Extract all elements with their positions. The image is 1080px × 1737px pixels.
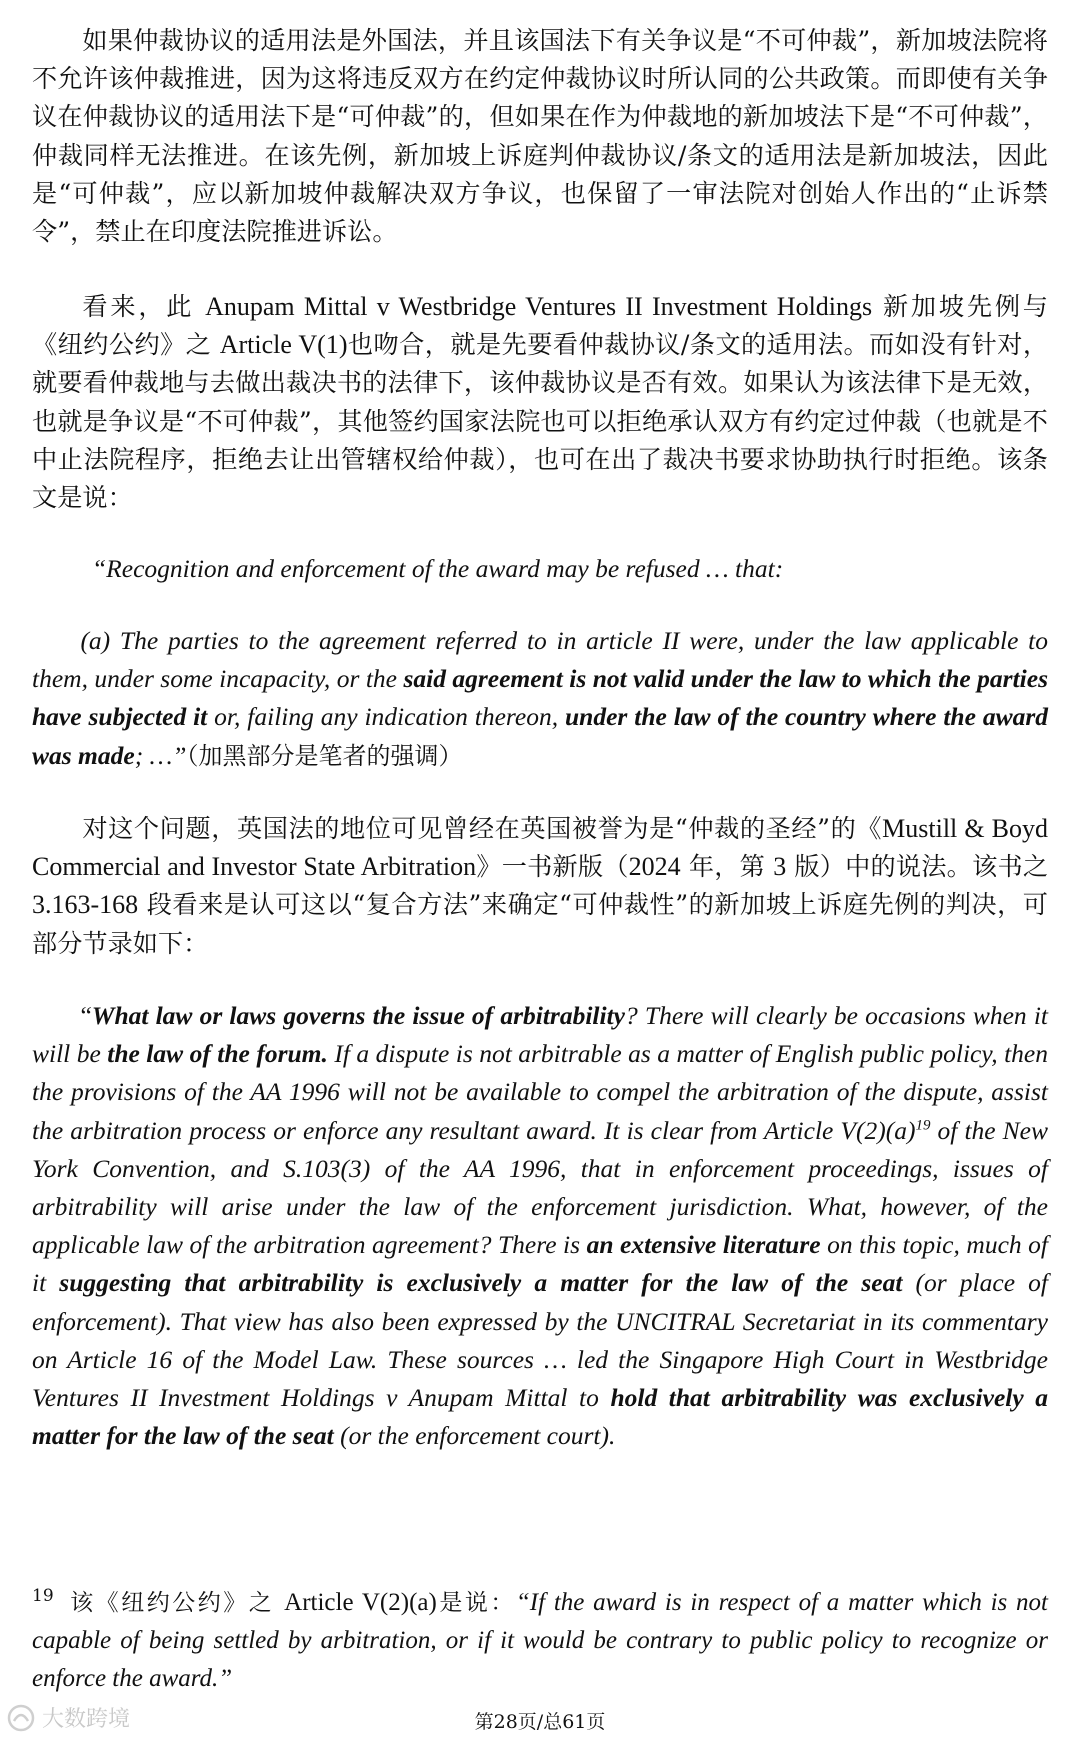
quote-3-text-1: ? There will clearly be occasions when it will be	[32, 1001, 1048, 1069]
paragraph-3-text-d: 版）中的说法。该书之	[786, 852, 1049, 882]
paragraph-2-text-a: 看来，此	[82, 292, 206, 321]
quote-3-bold-2: the law of the forum.	[107, 1039, 328, 1069]
footnote-ref[interactable]: 19	[915, 1117, 931, 1134]
paragraph-2-text-b: 新加坡先例与《纽约公约》之	[32, 292, 1048, 360]
page-number: 第28页/总61页	[474, 1711, 606, 1733]
quote-3-open-mark: “	[80, 1001, 92, 1030]
quote-2-text-2: or, failing any indication thereon,	[207, 702, 565, 732]
quote-3-text-4: on this topic, much of it	[32, 1230, 1048, 1298]
paragraph-3-text-e: 段看来是认可这以“复合方法”来确定“可仲裁性”的新加坡上诉庭先例的判决，可部分节录如下：	[32, 890, 1048, 958]
quote-3-text-6: (or the enforcement court).	[333, 1421, 616, 1451]
quote-3-text-5: (or place of enforcement). That view has also been expressed by the UNCITRAL Secretariat in its commentary on Article 16 of the Model Law. These sources … led the Singapore High Court in Westbridge Ventures II Investment Holdings v Anupam Mittal to	[32, 1268, 1048, 1413]
footnote-quote: “If the award is in respect of a matter which is not capable of being settled by arbitration, or if it would be contrary to public policy to recognize or enforce the award.”	[32, 1589, 1048, 1693]
paragraph-1	[32, 22, 1048, 251]
paragraph-3-text-c: 年，第	[680, 852, 774, 882]
quote-2-text-1: (a) The parties to the agreement referred to in article II were, under the law applicable to them, under some incapacity, or the	[32, 626, 1048, 694]
paragraph-3-text-b: 》一书新版（	[476, 852, 629, 882]
quote-1-text: “Recognition and enforcement of the award may be refused … that:	[92, 554, 784, 583]
quote-3	[32, 997, 1048, 1455]
quote-3-text-3: of the New York Convention, and S.103(3) of the AA 1996, that in enforcement proceedings, issues of arbitrability will arise under the law of the enforcement jurisdiction. What, however, of the applicable law of the arbitration agreement? There is	[32, 1115, 1048, 1260]
edition-number: 3	[773, 852, 787, 882]
quote-3-bold-3: an extensive literature	[586, 1230, 821, 1260]
quote-2	[32, 622, 1048, 775]
footnote-text-b: 是说：	[436, 1590, 516, 1616]
book-title: Mustill & Boyd Commercial and Investor State Arbitration	[32, 814, 1048, 882]
paragraph-3-text-a: 对这个问题，英国法的地位可见曾经在英国被誉为是“仲裁的圣经”的《	[82, 814, 883, 843]
paragraph-3	[32, 810, 1048, 963]
emphasis-note: （加黑部分是笔者的强调）	[186, 741, 463, 770]
footnote-number: 19	[32, 1586, 54, 1607]
edition-year: 2024	[628, 852, 681, 882]
case-name: Anupam Mittal v Westbridge Ventures II Investment Holdings	[205, 292, 873, 321]
section-range: 3.163-168	[32, 890, 139, 920]
quote-3-bold-4: suggesting that arbitrability is exclusively a matter for the law of the seat	[59, 1268, 903, 1298]
watermark-text: 大数跨境	[42, 1707, 131, 1732]
quote-2-bold-2: under the law of the country where the award was made	[32, 702, 1049, 770]
quote-3-text-2: If a dispute is not arbitrable as a matter of English public policy, then the provisions of the AA 1996 will not be available to compel the arbitration of the dispute, assist the arbitration process or enforce any resultant award. It is clear from Article V(2)(a)	[32, 1039, 1048, 1145]
quote-1	[92, 550, 1048, 588]
article-ref: Article V(1)	[219, 330, 348, 360]
footnote	[32, 1584, 1048, 1699]
footnote-article: Article V(2)(a)	[284, 1589, 437, 1616]
quote-3-bold-5: hold that arbitrability was exclusively a matter for the law of the seat	[32, 1383, 1048, 1451]
quote-3-bold-1: What law or laws governs the issue of arbitrability	[91, 1001, 625, 1030]
paragraph-2-text-c: 也吻合，就是先要看仲裁协议/条文的适用法。而如没有针对，就要看仲裁地与去做出裁决书的法律下，该仲裁协议是否有效。如果认为该法律下是无效，也就是争议是“不可仲裁”，其他签约国家法院也可以拒绝承认双方有约定过仲裁（也就是不中止法院程序，拒绝去让出管辖权给仲裁），也可在出了裁决书要求协助执行时拒绝。该条文是说：	[32, 330, 1049, 513]
quote-2-bold-1: said agreement is not valid under the law to which the parties have subjected it	[32, 664, 1048, 732]
paragraph-1-text: 如果仲裁协议的适用法是外国法，并且该国法下有关争议是“不可仲裁”，新加坡法院将不允许该仲裁推进，因为这将违反双方在约定仲裁协议时所认同的公共政策。而即使有关争议在仲裁协议的适用法下是“可仲裁”的，但如果在作为仲裁地的新加坡法下是“不可仲裁”，仲裁同样无法推进。在该先例，新加坡上诉庭判仲裁协议/条文的适用法是新加坡法，因此是“可仲裁”，应以新加坡仲裁解决双方争议，也保留了一审法院对创始人作出的“止诉禁令”，禁止在印度法院推进诉讼。	[32, 26, 1048, 247]
paragraph-2	[32, 288, 1048, 517]
footnote-text-a: 该《纽约公约》之	[67, 1590, 285, 1616]
quote-2-text-3: ; …”	[134, 740, 187, 770]
